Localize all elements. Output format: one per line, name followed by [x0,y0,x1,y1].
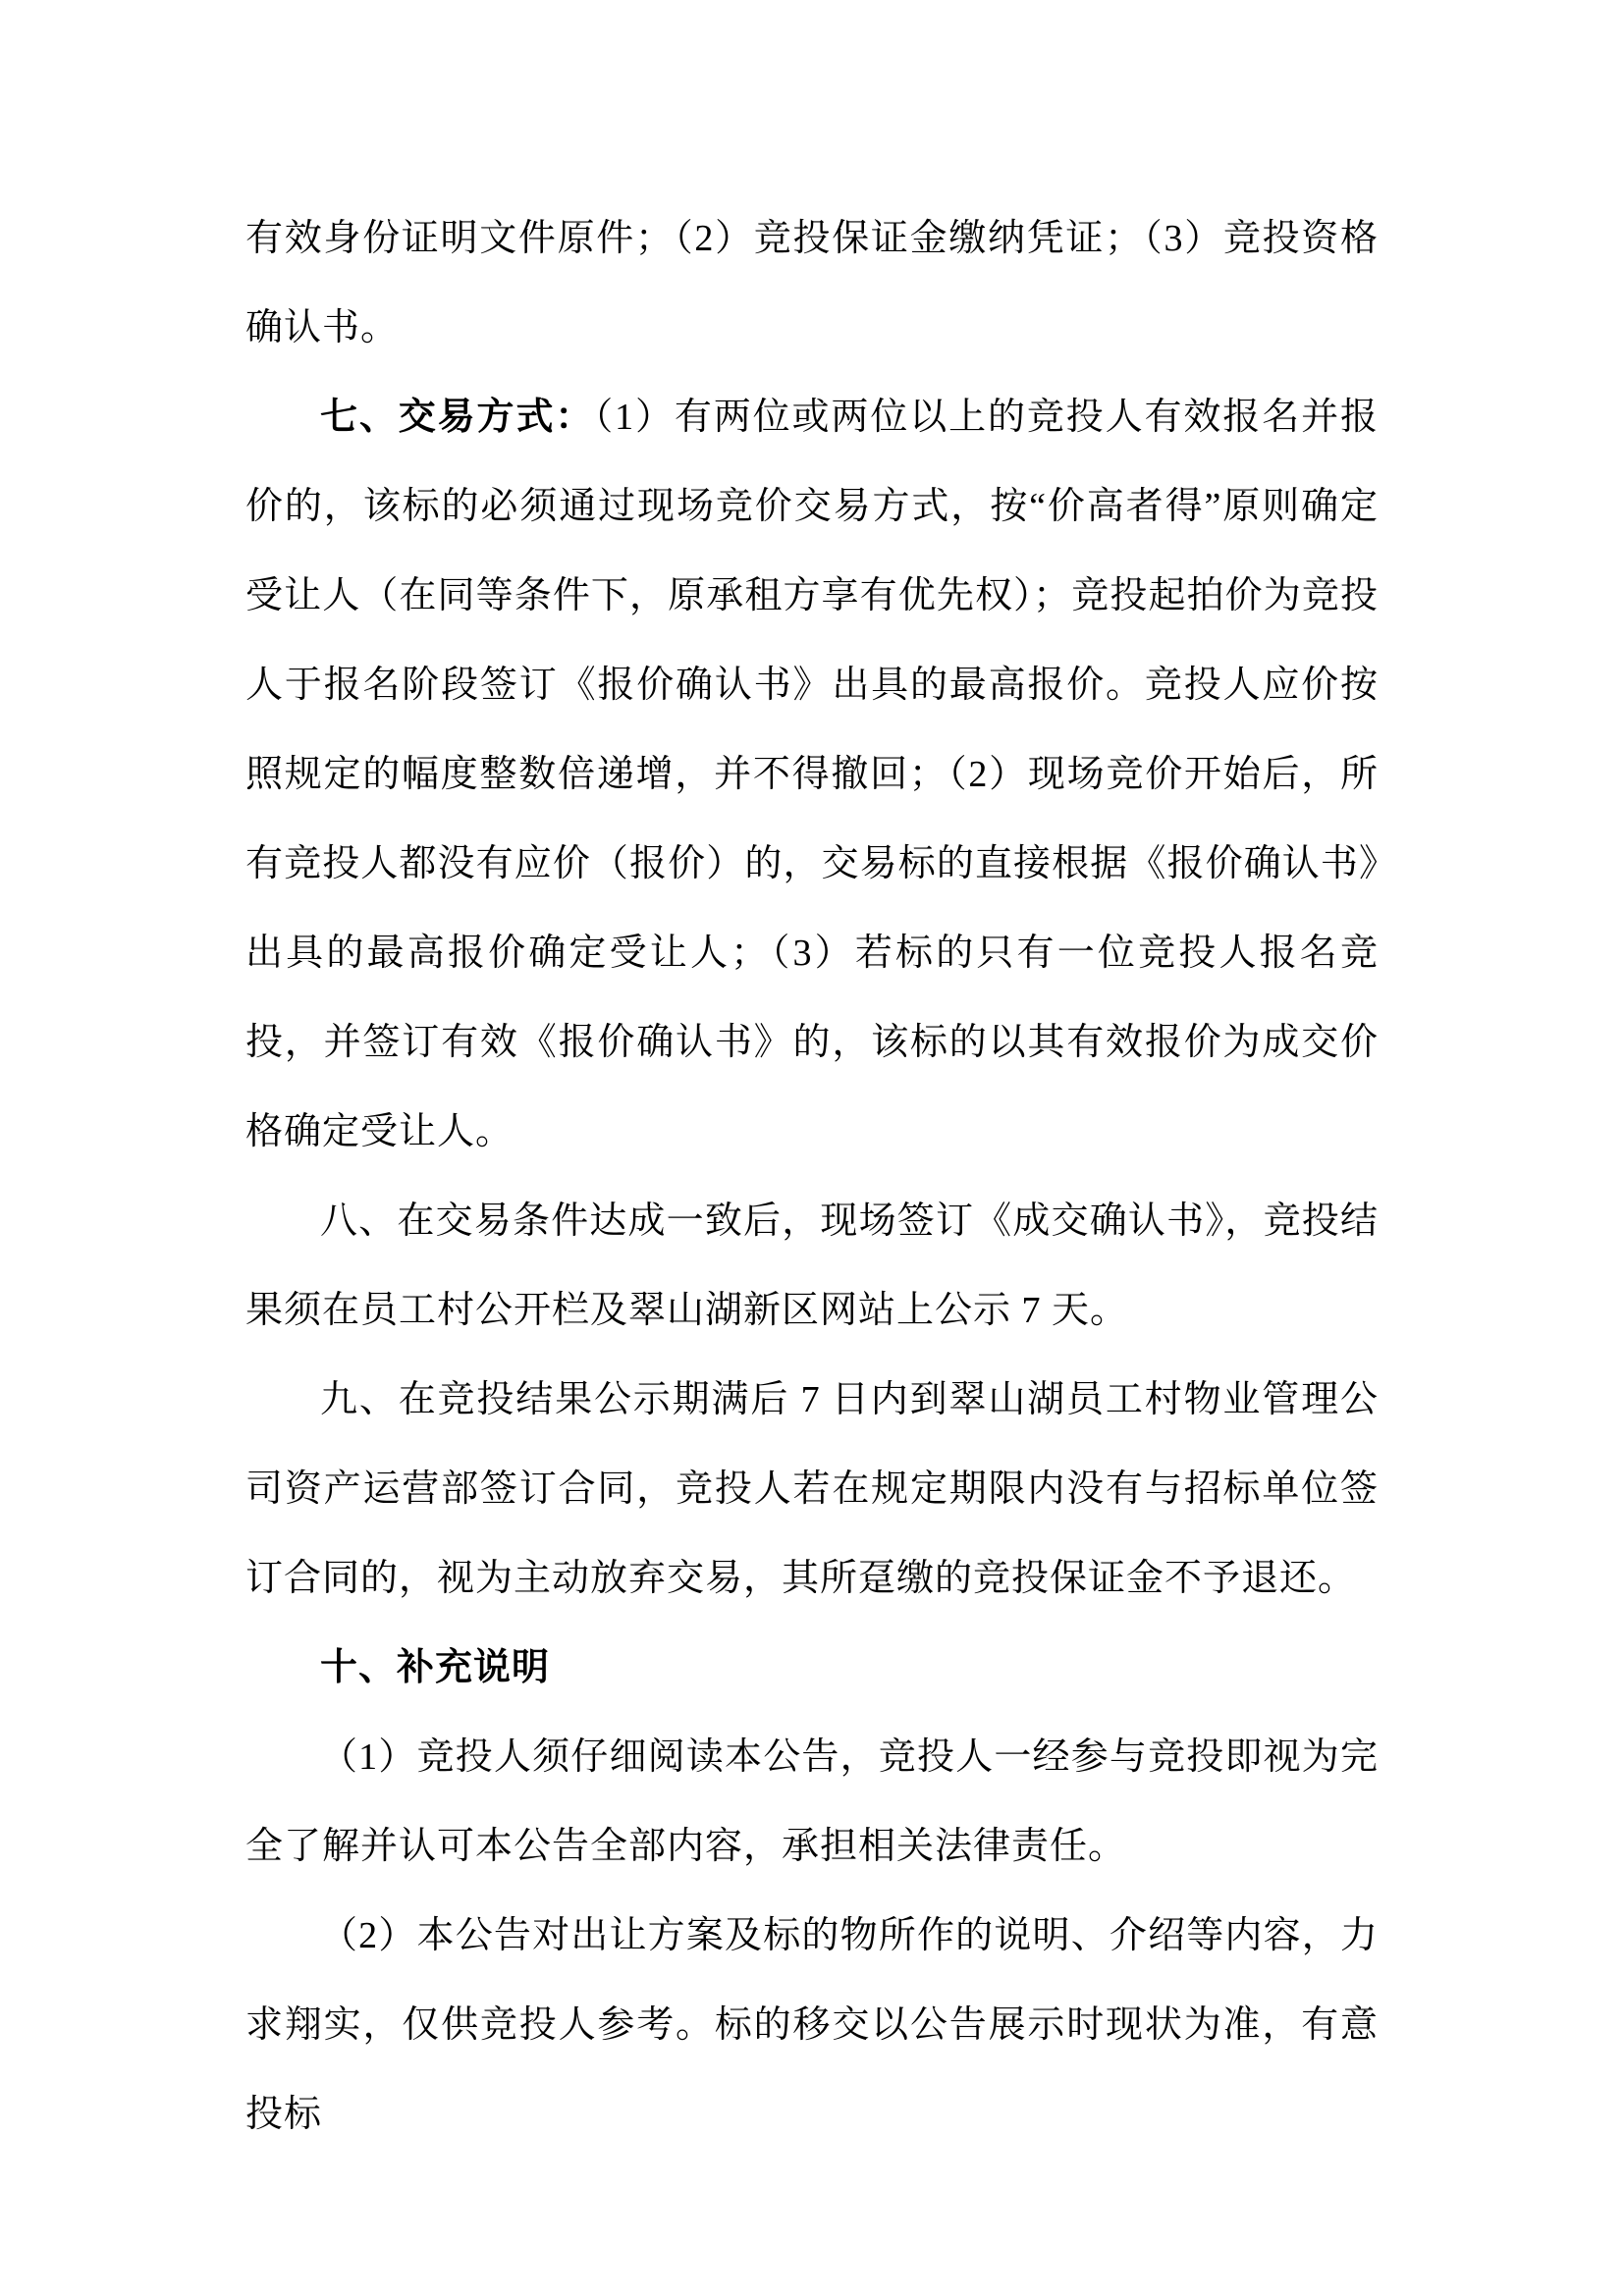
section-7-heading: 七、交易方式： [320,397,595,438]
paragraph-section-8 [245,1177,1379,1356]
paragraph-text: （1）有两位或两位以上的竞投人有效报名并报价的，该标的必须通过现场竞价交易方式，按“价高者得”原则确定受让人（在同等条件下，原承租方享有优先权）；竞投起拍价为竞投人于报名阶段签订《报价确认书》出具的最高报价。竞投人应价按照规定的幅度整数倍递增，并不得撤回；（2）现场竞价开始后，所有竞投人都没有应价（报价）的，交易标的直接根据《报价确认书》出具的最高报价确定受让人；（3）若标的只有一位竞投人报名竞投，并签订有效《报价确认书》的，该标的以其有效报价为成交价格确定受让人。 [245,397,1379,1152]
paragraph-text: 九、在竞投结果公示期满后 7 日内到翠山湖员工村物业管理公司资产运营部签订合同，竞投人若在规定期限内没有与招标单位签订合同的，视为主动放弃交易，其所趸缴的竞投保证金不予退还。 [245,1379,1379,1599]
paragraph-note-1 [245,1713,1379,1892]
paragraph-text: 八、在交易条件达成一致后，现场签订《成交确认书》，竞投结果须在员工村公开栏及翠山湖新区网站上公示 7 天。 [245,1201,1379,1331]
paragraph-section-10 [245,1624,1379,1713]
paragraph-note-2 [245,1892,1379,2160]
paragraph-text: （2）本公告对出让方案及标的物所作的说明、介绍等内容，力求翔实，仅供竞投人参考。标的移交以公告展示时现状为准，有意投标 [245,1915,1379,2135]
paragraph-continuation [245,194,1379,373]
section-10-heading: 十、补充说明 [320,1647,551,1688]
paragraph-text: （1）竞投人须仔细阅读本公告，竞投人一经参与竞投即视为完全了解并认可本公告全部内容，承担相关法律责任。 [245,1736,1379,1867]
document-body [245,194,1379,2160]
paragraph-section-7 [245,373,1379,1177]
paragraph-section-9 [245,1356,1379,1624]
paragraph-text: 有效身份证明文件原件；（2）竞投保证金缴纳凭证；（3）竞投资格确认书。 [245,218,1379,348]
